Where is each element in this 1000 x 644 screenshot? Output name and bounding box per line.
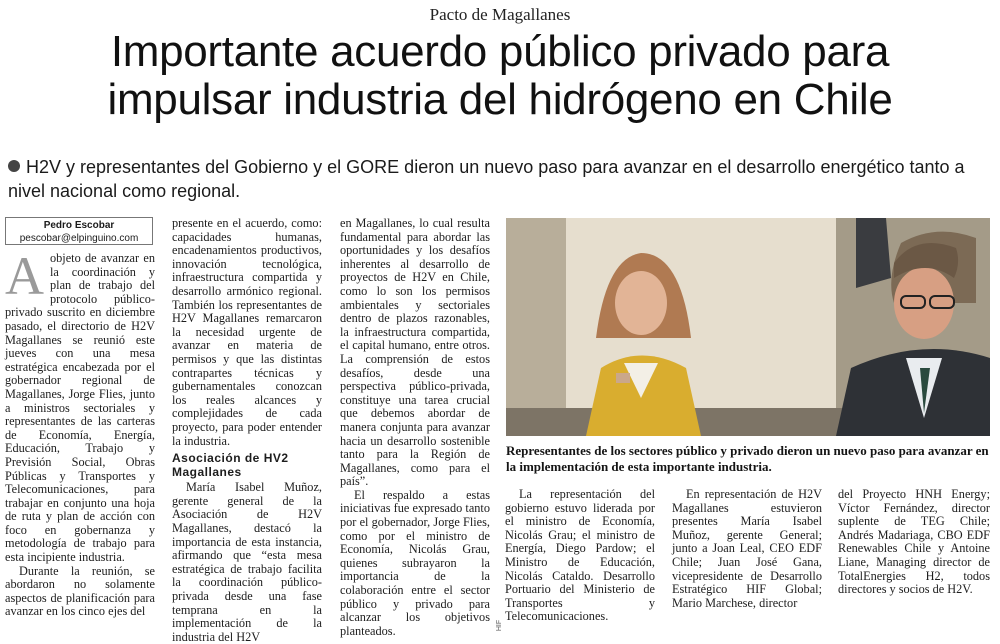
article-column-6 [838, 488, 990, 616]
paragraph: del Proyecto HNH Energy; Víctor Fernández, director suplente de TEG Chile; Andrés Madariaga, CBO EDF Renewables Chile y Antoine Liane, Managing director de TotalEnergies H2, todos directores y socios de H2V. [838, 487, 990, 597]
lead-text: H2V y representantes del Gobierno y el GORE dieron un nuevo paso para avanzar en el desarrollo energético tanto a nivel nacional como regional. [8, 157, 965, 201]
subheading: Asociación de HV2 Magallanes [172, 451, 289, 479]
photo-caption: Representantes de los sectores público y privado dieron un nuevo paso para avanzar en la implementación de esta importante industria. [506, 443, 989, 474]
photo-illustration [506, 218, 990, 436]
paragraph: En representación de H2V Magallanes estuvieron presentes María Isabel Muñoz, gerente General; junto a Joan Leal, CEO EDF Chile; Juan José Gana, vicepresidente de Desarrollo Estratégico HIF Global; Mario Marchese, director [672, 487, 822, 610]
article-column-4 [505, 487, 655, 624]
paragraph: María Isabel Muñoz, gerente general de la Asociación de H2V Magallanes, destacó la importancia de esta instancia, afirmando que “esta mesa estratégica de trabajo facilita la coordinación público-privada desde una fase temprana en la implementación de la industria del H2V [172, 480, 322, 644]
paragraph: presente en el acuerdo, como: capacidades humanas, encadenamientos productivos, innovación tecnológica, infraestructura compartida y desarrollo armónico regional. También los representantes de H2V Magallanes remarcaron la necesidad urgente de avanzar en materia de permisos y que las distintas contrapartes técnicas y gubernamentales conozcan los reales alcances y complejidades de cada proyecto, para poder entender la industria. [172, 216, 322, 448]
drop-cap: A [5, 246, 44, 306]
headline-line-2: impulsar industria del hidrógeno en Chile [107, 75, 893, 124]
headline-line-1: Importante acuerdo público privado para [110, 27, 890, 76]
paragraph: en Magallanes, lo cual resulta fundamental para abordar las oportunidades y los desafíos inherentes al desarrollo de proyectos de H2V en Chile, como lo son los permisos ambientales y sectoriales dentro de plazos razonables, la infraestructura compartida, el capital humano, entre otros. La comprensión de estos desafíos, desde una perspectiva público-privada, constituye una tarea crucial que debemos abordar de manera conjunta para avanzar hacia un desarrollo sostenible tanto para la Región de Magallanes, como para el país”. [340, 216, 490, 489]
byline-box [5, 217, 153, 245]
bullet-icon [8, 160, 20, 172]
article-column-1 [5, 246, 155, 619]
lead-paragraph [8, 155, 988, 203]
headline [0, 28, 1000, 124]
author-email: pescobar@elpinguino.com [19, 233, 139, 244]
paragraph: Durante la reunión, se abordaron no solamente aspectos de planificación para avanzar en los cinco ejes del [5, 563, 155, 619]
author-name: Pedro Escobar [43, 220, 115, 231]
paragraph: Aobjeto de avanzar en la coordinación y plan de trabajo del protocolo público-privado suscrito en diciembre pasado, el directorio de H2V Magallanes se reunió este jueves con una mesa estratégica encabezada por el gobernador regional de Magallanes, Jorge Flies, junto a ministros sectoriales y representantes de las carteras de Economía, Energía, Educación, Trabajo y Previsión Social, Obras Públicas y Transportes y Telecomunicaciones, para trabajar en conjunto una hoja de ruta y plan de acción con foco en gobernanza y metodología de trabajo para esta incipiente industria. [5, 246, 155, 565]
paragraph: La representación del gobierno estuvo liderada por el ministro de Economía, Nicolás Grau; el ministro de Energía, Diego Pardow; el Ministro de Educación, Nicolás Cataldo. Desarrollo Portuario del Ministerio de Transportes y Telecomunicaciones. [505, 487, 655, 624]
article-column-5 [672, 488, 822, 616]
paragraph: El respaldo a estas iniciativas fue expresado tanto por el gobernador, Jorge Flies, como por el ministro de Economía, Nicolás Grau, quienes subrayaron la importancia de la colaboración entre el sector público y privado para alcanzar los objetivos planteados. [340, 487, 490, 638]
photo-credit: HIF [496, 619, 504, 632]
article-column-2 [172, 216, 322, 644]
section-label: Pacto de Magallanes [429, 5, 571, 24]
article-column-3 [340, 216, 490, 638]
